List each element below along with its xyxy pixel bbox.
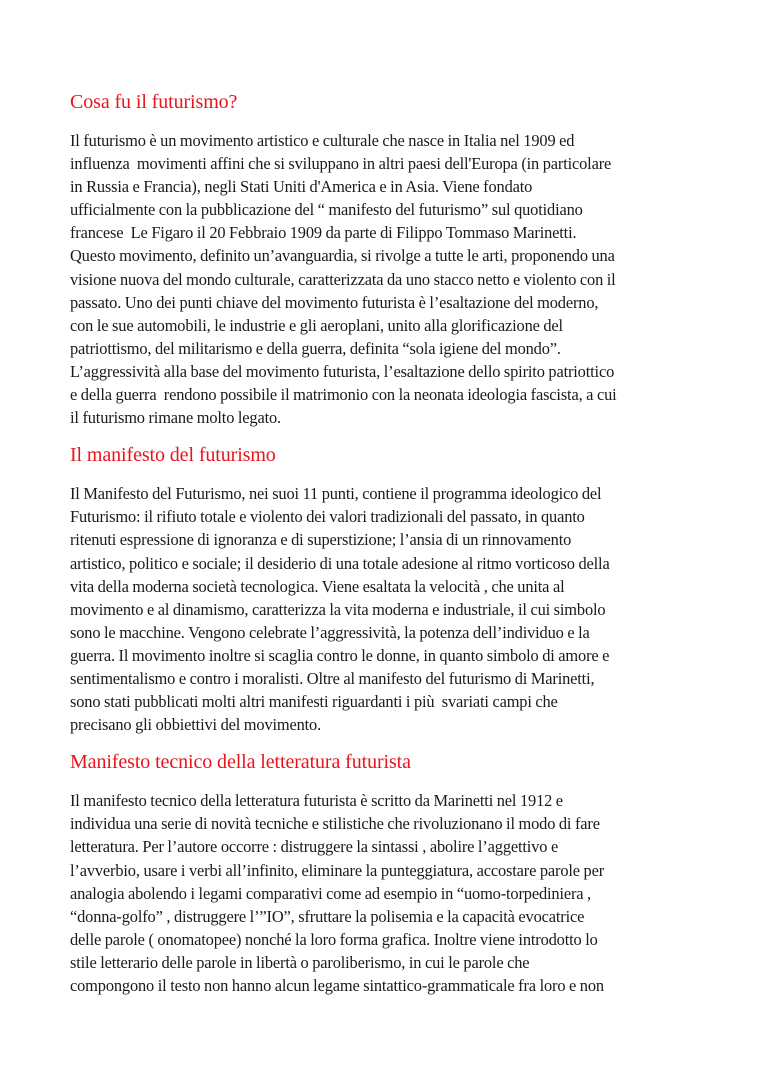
- text-line: con le sue automobili, le industrie e gli aeroplani, unito alla glorificazione del: [70, 315, 563, 335]
- text-line: sentimentalismo e contro i moralisti. Oltre al manifesto del futurismo di Marinetti,: [70, 668, 595, 688]
- text-line: L’aggressività alla base del movimento futurista, l’esaltazione dello spirito patriottico: [70, 361, 615, 381]
- section-il-manifesto-del-futurismo: [70, 441, 710, 736]
- text-line: il futurismo rimane molto legato.: [70, 408, 281, 428]
- section-heading: Manifesto tecnico della letteratura futurista: [70, 751, 411, 774]
- text-line: Il Manifesto del Futurismo, nei suoi 11 punti, contiene il programma ideologico del: [70, 484, 602, 504]
- section-paragraph: [70, 789, 710, 997]
- text-line: stile letterario delle parole in libertà o paroliberismo, in cui le parole che: [70, 952, 530, 972]
- text-line: Futurismo: il rifiuto totale e violento dei valori tradizionali del passato, in quanto: [70, 507, 585, 527]
- text-line: visione nuova del mondo culturale, caratterizzata da uno stacco netto e violento con il: [70, 269, 616, 289]
- text-line: in Russia e Francia), negli Stati Uniti d'America e in Asia. Viene fondato: [70, 177, 533, 197]
- text-line: Il manifesto tecnico della letteratura futurista è scritto da Marinetti nel 1912 e: [70, 791, 563, 811]
- text-line: patriottismo, del militarismo e della guerra, definita “sola igiene del mondo”.: [70, 338, 561, 358]
- text-line: francese Le Figaro il 20 Febbraio 1909 da parte di Filippo Tommaso Marinetti.: [70, 223, 577, 243]
- text-line: precisano gli obbiettivi del movimento.: [70, 715, 322, 735]
- text-line: ufficialmente con la pubblicazione del “ manifesto del futurismo” sul quotidiano: [70, 200, 583, 220]
- text-line: passato. Uno dei punti chiave del movimento futurista è l’esaltazione del moderno,: [70, 292, 599, 312]
- section-manifesto-tecnico: [70, 748, 710, 997]
- section-paragraph: [70, 129, 710, 429]
- text-line: vita della moderna società tecnologica. Viene esaltata la velocità , che unita al: [70, 576, 565, 596]
- text-line: sono le macchine. Vengono celebrate l’aggressività, la potenza dell’individuo e la: [70, 622, 590, 642]
- text-line: Il futurismo è un movimento artistico e culturale che nasce in Italia nel 1909 ed: [70, 131, 575, 150]
- text-line: artistico, politico e sociale; il desiderio di una totale adesione al ritmo vorticoso della: [70, 553, 610, 573]
- text-line: delle parole ( onomatopee) nonché la loro forma grafica. Inoltre viene introdotto lo: [70, 929, 598, 949]
- text-line: letteratura. Per l’autore occorre : distruggere la sintassi , abolire l’aggettivo e: [70, 837, 559, 857]
- text-line: sono stati pubblicati molti altri manifesti riguardanti i più svariati campi che: [70, 692, 558, 712]
- section-paragraph: [70, 482, 710, 736]
- document-page: [70, 88, 710, 1008]
- section-cosa-fu-il-futurismo: [70, 88, 710, 429]
- text-line: guerra. Il movimento inoltre si scaglia contro le donne, in quanto simbolo di amore e: [70, 645, 610, 665]
- text-line: analogia abolendo i legami comparativi come ad esempio in “uomo-torpediniera ,: [70, 883, 591, 903]
- text-line: “donna-golfo” , distruggere l’”IO”, sfruttare la polisemia e la capacità evocatrice: [70, 906, 585, 926]
- text-line: movimento e al dinamismo, caratterizza la vita moderna e industriale, il cui simbolo: [70, 599, 606, 619]
- section-heading: Il manifesto del futurismo: [70, 444, 276, 467]
- text-line: influenza movimenti affini che si sviluppano in altri paesi dell'Europa (in particolare: [70, 154, 612, 174]
- text-line: e della guerra rendono possibile il matrimonio con la neonata ideologia fascista, a cui: [70, 385, 617, 405]
- text-line: ritenuti espressione di ignoranza e di superstizione; l’ansia di un rinnovamento: [70, 530, 572, 550]
- section-heading: Cosa fu il futurismo?: [70, 91, 238, 113]
- text-line: Questo movimento, definito un’avanguardia, si rivolge a tutte le arti, proponendo una: [70, 246, 615, 266]
- text-line: individua una serie di novità tecniche e stilistiche che rivoluzionano il modo di fare: [70, 814, 600, 834]
- text-line: compongono il testo non hanno alcun legame sintattico-grammaticale fra loro e non: [70, 976, 604, 995]
- text-line: l’avverbio, usare i verbi all’infinito, eliminare la punteggiatura, accostare parole per: [70, 860, 605, 880]
